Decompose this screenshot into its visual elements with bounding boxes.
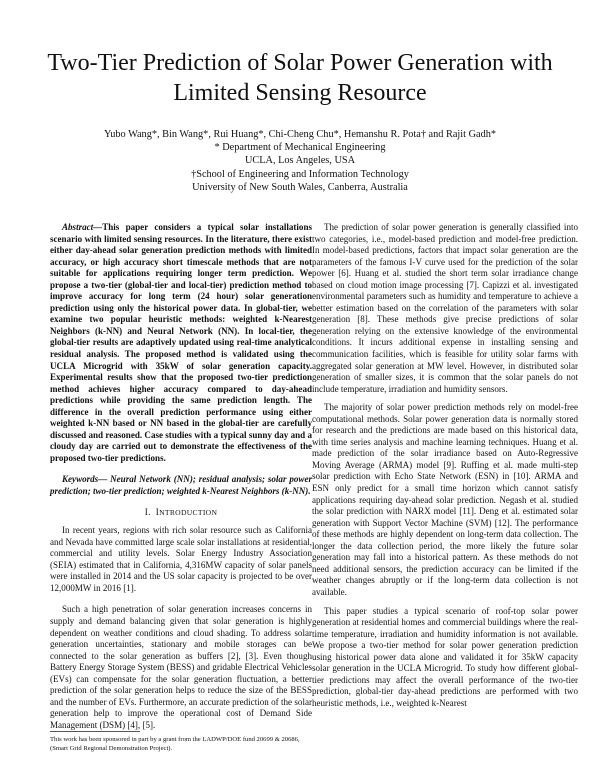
section-title-rest: NTRODUCTION [159,507,218,517]
body-paragraph-1: The prediction of solar power generation is generally classified into two categories, i.e., model-based prediction and model-free prediction. In model-based predictions, factors that impact solar generation are the parameters of the famous I-V curve used for the prediction of the solar power [6]. Huang et al. studied the short term solar irradiance change based on cloud motion image processing [7]. Capizzi et al. investigated environmental parameters such as humidity and temperature to achieve a better estimation based on the correlation of the parameters with solar generation [8]. These methods give precise predictions of solar generation relying on the extensive knowledge of the environmental conditions. It incurs additional expense in installing sensing and communication facilities, which is feasible for utility solar farms with aggregated solar generation at MW level. However, in distributed solar generation of smaller sizes, it is common that the solar panels do not include temperature, irradiation and humidity sensors. [312,222,578,394]
affiliation-2-univ: University of New South Wales, Canberra, Australia [192,181,408,193]
abstract [50,222,312,464]
section-first-letter: I [155,506,160,517]
intro-paragraph-1: In recent years, regions with rich solar resource such as California and Nevada have committed large scale solar installations at residential, commercial and utility levels. Solar Energy Industry Association (SEIA) estimated that in California, 4,316MW capacity of solar panels were installed in 2014 and the US solar capacity is projected to be over 12,000MW in 2016 [1]. [50,525,312,593]
section-heading-introduction [50,507,312,519]
footnote: This work has been sponsored in part by a grant from the LADWP/DOE fund 20699 & 20686, (Smart Grid Regional Demonstration Project). [50,736,300,752]
title-line-2: Limited Sensing Resource [173,80,427,106]
author-block [20,128,580,194]
abstract-label: Abstract— [62,222,103,232]
body-paragraph-3: This paper studies a typical scenario of roof-top solar power generation at residential homes and commercial buildings where the real-time temperature, irradiation and humidity information is not available. We propose a two-tier method for solar power generation prediction using historical power data alone and validated it for 35kW capacity solar generation in the UCLA Microgrid. To study how different global-tier predictions may affect the overall performance of the two-tier prediction, global-tier day-ahead predictions are performed with two heuristic methods, i.e., weighted k-Nearest [312,605,578,708]
body-paragraph-2: The majority of solar power prediction methods rely on model-free computational methods. Solar power generation data is normally stored for research and the predictions are made based on this historical data, with time series analysis and machine learning techniques. Huang et al. made prediction of the solar irradiance based on Auto-Regressive Moving Average (ARMA) model [9]. Ruffing et al. made multi-step solar prediction with Echo State Network (ESN) in [10]. ARMA and ESN only predict for a small time horizon which cannot satisfy applications requiring day-ahead solar prediction. Negash et al. studied the solar prediction with NARX model [11]. Deng et al. estimated solar generation with Support Vector Machine (SVM) [12]. The performance of these methods are highly dependent on long-term data collection. The longer the data collection period, the more likely the future solar generation may fall into a historical pattern. As these methods do not need additional sensors, the prediction accuracy can be limited if the weather changes abruptly or if the long-term data collection is not available. [312,402,578,597]
section-number: I. [144,506,151,517]
affiliation-1-dept: * Department of Mechanical Engineering [214,142,386,154]
affiliation-2-school: †School of Engineering and Information Technology [191,168,409,180]
paper-title [20,48,580,108]
left-column [50,222,312,731]
abstract-text: This paper considers a typical solar installations scenario with limited sensing resources. In the literature, there exist either day-ahead solar generation prediction methods with limited accuracy, or high accuracy short timescale methods that are not suitable for applications requiring longer term prediction. We propose a two-tier (global-tier and local-tier) prediction method to improve accuracy for long term (24 hour) solar generation prediction using only the historical power data. In global-tier, we examine two popular heuristic methods: weighted k-Nearest Neighbors (k-NN) and Neural Network (NN). In local-tier, the global-tier results are adaptively updated using real-time analytical residual analysis. The proposed method is validated using the UCLA Microgrid with 35kW of solar generation capacity. Experimental results show that the proposed two-tier prediction method achieves higher accuracy compared to day-ahead predictions while providing the same prediction length. The difference in the overall prediction performance using either weighted k-NN based or NN based in the global-tier are carefully discussed and reasoned. Case studies with a typical sunny day and a cloudy day are carried out to demonstrate the effectiveness of the proposed two-tier predictions. [50,222,312,463]
keywords: Keywords— Neural Network (NN); residual analysis; solar power prediction; two-tier prediction; weighted k-Nearest Neighbors (k-NN). [50,474,312,497]
title-line-1: Two-Tier Prediction of Solar Power Generation with [47,50,553,76]
affiliation-1-univ: UCLA, Los Angeles, USA [244,155,356,167]
intro-paragraph-2: Such a high penetration of solar generation increases concerns in supply and demand balancing given that solar generation is highly dependent on weather conditions and cloud shading. To address solar generation uncertainties, stationary and mobile storages can be connected to the solar generation as buffers [2], [3]. Even though Battery Energy Storage System (BESS) and gridable Electrical Vehicles (EVs) can compensate for the solar generation fluctuation, a better prediction of the solar generation helps to reduce the size of the BESS and the number of EVs. Furthermore, an accurate prediction of the solar generation help to improve the operational cost of Demand Side Management (DSM) [4], [5]. [50,604,312,730]
right-column [312,222,578,709]
footnote-rule [50,731,140,732]
authors-line: Yubo Wang*, Bin Wang*, Rui Huang*, Chi-Cheng Chu*, Hemanshu R. Pota† and Rajit Gadh* [103,129,497,140]
